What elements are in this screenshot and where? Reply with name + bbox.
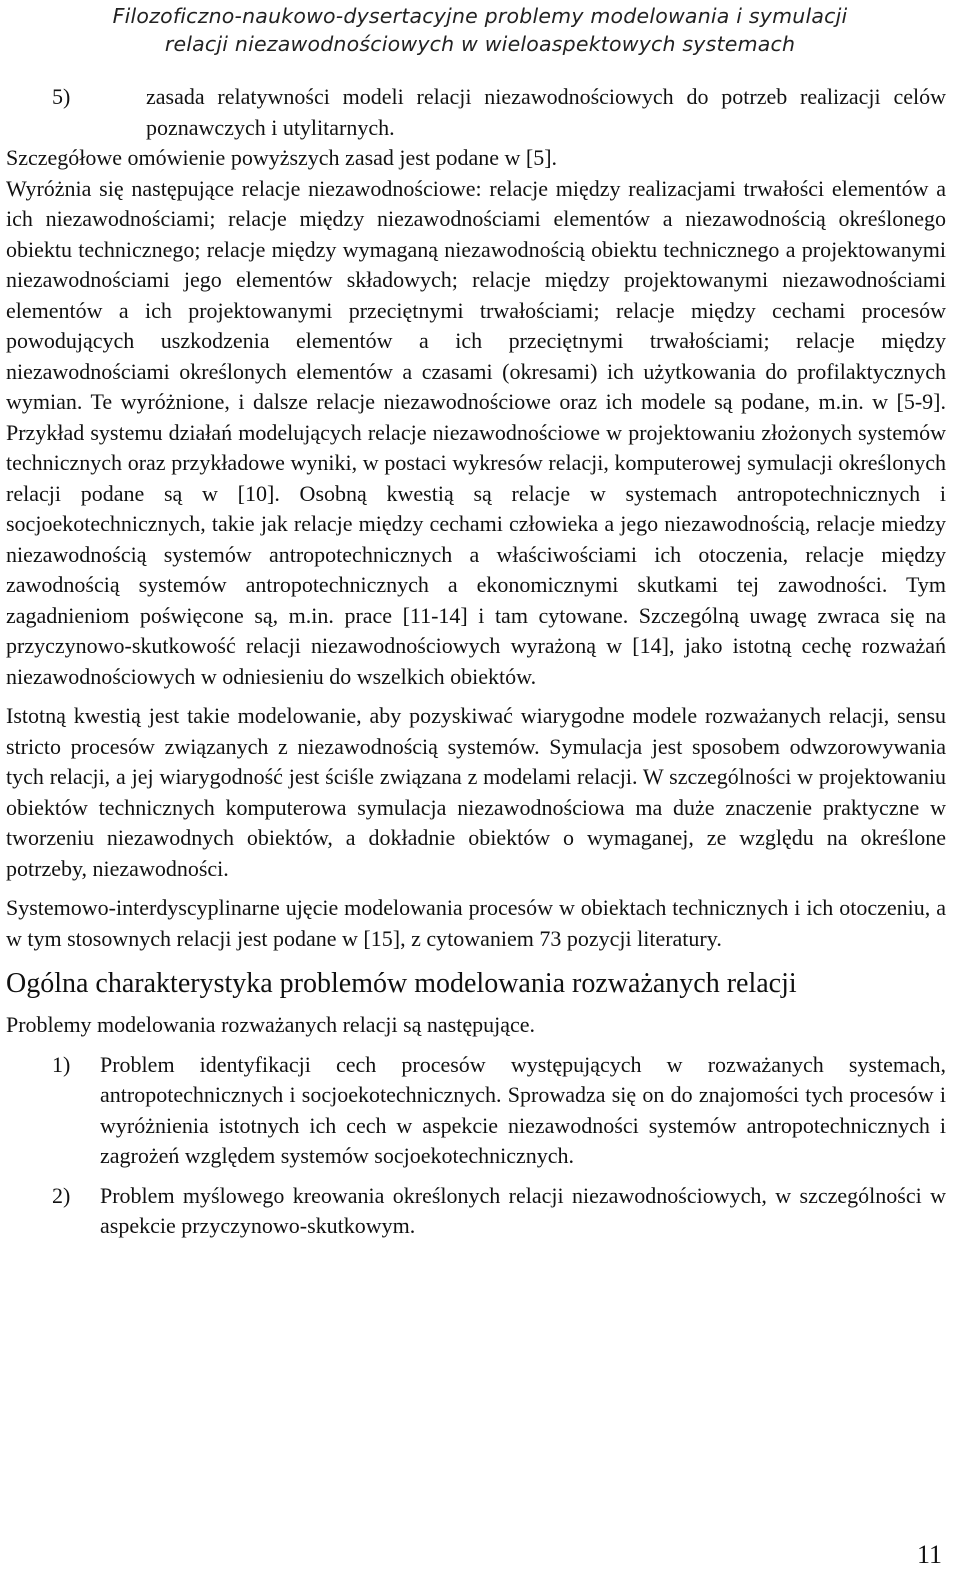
running-header xyxy=(0,2,960,58)
section-heading xyxy=(6,966,946,1002)
list-item xyxy=(6,1050,946,1172)
list-gap xyxy=(6,1172,946,1181)
paragraph-gap xyxy=(6,884,946,893)
paragraph: Wyróżnia się następujące relacje niezawodnościowe: relacje między realizacjami trwałości elementów a ich niezawodnościami; relacje między niezawodnościami elementów a niezawodnością określonego obiektu technicznego; relacje między wymaganą niezawodnością obiektu technicznego a projektowanymi niezawodnościami jego elementów składowych; relacje między projektowanymi niezawodnościami elementów a ich projektowanymi przeciętnymi trwałościami; relacje między cechami procesów powodujących uszkodzenia elementów a ich przeciętnymi trwałościami; relacje między niezawodnościami określonych elementów a czasami (okresami) ich użytkowania do profilaktycznych wymian. Te wyróżnione, i dalsze relacje niezawodnościowe oraz ich modele są podane, m.in. w [5-9]. Przykład systemu działań modelujących relacje niezawodnościowe w projektowaniu złożonych systemów technicznych oraz przykładowe wyniki, w postaci wykresów relacji, komputerowej symulacji określonych relacji podane są w [10]. Osobną kwestią są relacje w systemach antropotechnicznych i socjoekotechnicznych, takie jak relacje między cechami człowieka a jego niezawodnością, relacje miedzy niezawodnością systemów antropotechnicznych a właściwościami ich otoczenia, relacje między zawodnością systemów antropotechnicznych a ekonomicznymi skutkami tej zawodności. Tym zagadnieniom poświęcone są, m.in. prace [11-14] i tam cytowane. Szczególną uwagę zwraca się na przyczynowo-skutkowość relacji niezawodnościowych wyrażoną w [14], jako istotną cechę rozważań niezawodnościowych w odniesieniu do wszelkich obiektów. xyxy=(6,175,946,689)
paragraph: Szczegółowe omówienie powyższych zasad jest podane w [5]. xyxy=(6,145,558,170)
list-item-number: 1) xyxy=(52,1051,71,1077)
paragraph-gap xyxy=(6,692,946,701)
list-item-text: zasada relatywności modeli relacji niezawodnościowych do potrzeb realizacji celów poznawczych i utylitarnych. xyxy=(146,84,946,140)
running-header-line-1: Filozoficzno-naukowo-dysertacyjne problemy modelowania i symulacji xyxy=(112,4,848,28)
running-header-line-2: relacji niezawodnościowych w wieloaspektowych systemach xyxy=(164,32,796,56)
list-item-number: 5) xyxy=(52,84,71,109)
list-item-number: 2) xyxy=(52,1182,71,1208)
list-item xyxy=(6,1181,946,1242)
list-item-text: Problem myślowego kreowania określonych relacji niezawodnościowych, w szczególności w aspekcie przyczynowo-skutkowym. xyxy=(100,1182,946,1238)
list-item xyxy=(6,82,946,143)
page-number: 11 xyxy=(916,1540,942,1569)
section-intro: Problemy modelowania rozważanych relacji są następujące. xyxy=(6,1012,535,1037)
page-body xyxy=(6,82,946,1242)
paragraph: Istotną kwestią jest takie modelowanie, aby pozyskiwać wiarygodne modele rozważanych relacji, sensu stricto procesów związanych z niezawodnością systemów. Symulacja jest sposobem odwzorowywania tych relacji, a jej wiarygodność jest ściśle związana z modelami relacji. W szczególności w projektowaniu obiektów technicznych komputerowa symulacja niezawodnościowa ma duże znaczenie praktyczne w tworzeniu niezawodnych obiektów, a dokładnie obiektów o wymaganej, ze względu na określone potrzeby, niezawodności. xyxy=(6,703,946,881)
section-title: Ogólna charakterystyka problemów modelowania rozważanych relacji xyxy=(6,968,797,999)
principles-list xyxy=(6,82,946,143)
list-item-text: Problem identyfikacji cech procesów występujących w rozważanych systemach, antropotechnicznych i socjoekotechnicznych. Sprowadza się on do znajomości tych procesów i wyróżnienia istotnych ich cech w aspekcie niezawodności systemów antropotechnicznych i zagrożeń względem systemów socjoekotechnicznych. xyxy=(100,1051,946,1168)
problems-list xyxy=(6,1050,946,1242)
paragraph: Systemowo-interdyscyplinarne ujęcie modelowania procesów w obiektach technicznych i ich otoczeniu, a w tym stosownych relacji jest podane w [15], z cytowaniem 73 pozycji literatury. xyxy=(6,895,946,951)
